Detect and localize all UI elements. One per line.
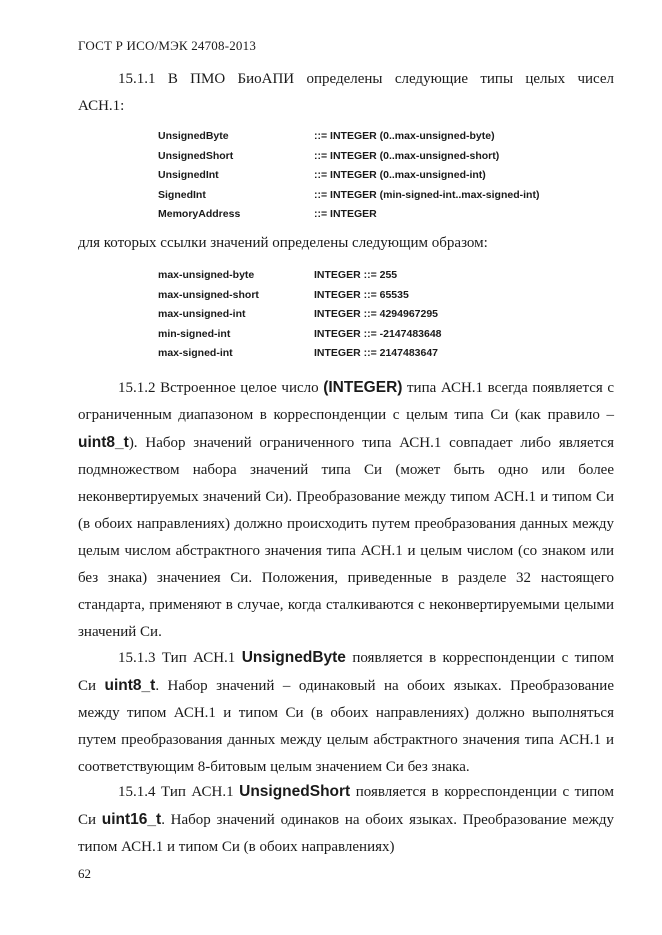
type-definition: ::= INTEGER (0..max-unsigned-int) [314,169,486,181]
type-definition-row [158,127,539,147]
paragraph-15-1-2-text-2: типа АСН.1 всегда появляется с ограниченным диапазоном в корреспонденции с целым типа Си (как правило – [78,380,614,423]
uint8-keyword: uint8_t [78,434,129,451]
type-definition-row [158,205,539,225]
unsignedshort-keyword: UnsignedShort [239,783,351,800]
value-name: max-unsigned-byte [158,269,255,281]
value-name: min-signed-int [158,327,231,340]
paragraph-15-1-1 [78,66,614,120]
value-definition: INTEGER ::= -2147483648 [314,327,442,340]
value-definition: INTEGER ::= 255 [314,269,398,281]
value-definition: INTEGER ::= 4294967295 [314,308,439,320]
paragraph-15-1-4 [78,778,614,861]
paragraph-15-1-2 [78,374,614,646]
paragraph-15-1-4-text-1: 15.1.4 Тип АСН.1 [118,784,240,800]
type-definition: ::= INTEGER (0..max-unsigned-byte) [314,130,495,142]
integer-keyword: (INTEGER) [323,379,403,396]
type-definitions-table [158,127,539,225]
paragraph-15-1-2-text-1: 15.1.2 Встроенное целое число [118,380,324,396]
paragraph-15-1-1-line2: АСН.1: [78,98,125,114]
type-name: UnsignedShort [158,149,234,162]
value-name: max-signed-int [158,347,233,359]
document-header: ГОСТ Р ИСО/МЭК 24708-2013 [78,38,257,53]
type-name: SignedInt [158,188,206,201]
value-definition: INTEGER ::= 65535 [314,288,409,301]
type-definition-row [158,166,539,186]
value-definition-row [158,266,442,286]
type-definition-row [158,147,539,167]
paragraph-15-1-4-text-2: появляется в корреспонденции с типом Си [78,784,614,828]
type-name: MemoryAddress [158,208,241,220]
uint8-keyword: uint8_t [104,677,156,694]
type-definition: ::= INTEGER (0..max-unsigned-short) [314,149,500,162]
value-name: max-unsigned-int [158,308,246,320]
type-name: UnsignedByte [158,130,229,142]
unsignedbyte-keyword: UnsignedByte [241,649,346,666]
paragraph-15-1-3-text-2: появляется в корреспонденции с типом Си [78,650,614,694]
type-definition: ::= INTEGER [314,208,377,220]
type-definition-row [158,186,539,206]
paragraph-15-1-1-line1: 15.1.1 В ПМО БиоАПИ определены следующие типы целых чисел [118,71,614,87]
value-definition-row [158,344,442,364]
paragraph-15-1-2-text-3: ). Набор значений ограниченного типа АСН.1 совпадает либо является подмножеством набора значений типа Си (может быть одно или более неконвертируемых значений Си). Преобразование между типом АСН.1 и типом Си (в обоих направлениях) должно происходить путем преобразования данных между целым числом абстрактного значения типа АСН.1 и целым числом (со знаком или без знака) значениея Си. Положения, приведенные в разделе 32 настоящего стандарта, применяют в случае, когда сталкиваются с неконвертируемыми целыми значений Си. [78,435,614,640]
type-definition: ::= INTEGER (min-signed-int..max-signed-int) [314,188,540,201]
page-number: 62 [78,866,91,881]
value-definition: INTEGER ::= 2147483647 [314,347,439,359]
paragraph-15-1-4-text-3: . Набор значений одинаков на обоих языках. Преобразование между типом АСН.1 и типом Си (в обоих направлениях) [78,812,614,855]
values-intro: для которых ссылки значений определены следующим образом: [78,235,488,251]
paragraph-15-1-3-text-1: 15.1.3 Тип АСН.1 [118,650,242,666]
value-definitions-table [158,266,442,364]
value-definition-row [158,325,442,345]
value-definition-row [158,286,442,306]
paragraph-15-1-3-text-3: . Набор значений – одинаковый на обоих языках. Преобразование между типом АСН.1 и типом Си (в обоих направлениях) должно выполняться путем преобразования данных между целым абстрактного значения типа АСН.1 и соответствующим 8-битовым целым значением Си без знака. [78,678,614,775]
paragraph-15-1-3 [78,644,614,781]
uint16-keyword: uint16_t [101,811,162,828]
value-definition-row [158,305,442,325]
value-name: max-unsigned-short [158,288,259,301]
type-name: UnsignedInt [158,169,219,181]
